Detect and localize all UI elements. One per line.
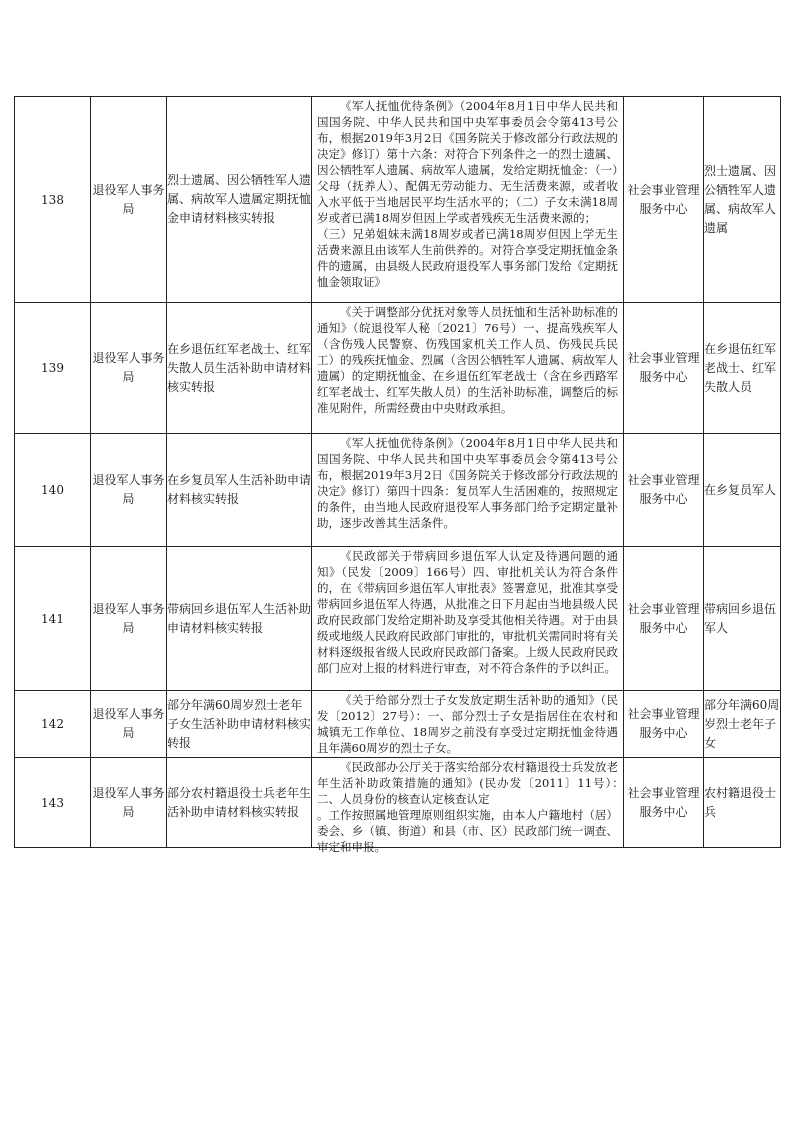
item-name-cell: 在乡退伍红军老战士、红军失散人员生活补助申请材料核实转报 <box>167 303 312 434</box>
policy-table <box>14 96 781 854</box>
department-cell: 退役军人事务局 <box>91 691 167 758</box>
row-number: 142 <box>15 691 91 758</box>
item-name-cell: 部分农村籍退役士兵老年生活补助申请材料核实转报 <box>167 758 312 848</box>
service-org-cell: 社会事业管理服务中心 <box>624 97 704 303</box>
basis-paragraph: （三）兄弟姐妹未满18周岁或者已满18周岁但因上学无生活费来源且由该军人生前供养的。对符合享受定期抚恤金条件的遗属，由县级人民政府退役军人事务部门发给《定期抚恤金领取证》 <box>317 227 618 289</box>
service-object-cell: 农村籍退役士兵 <box>704 758 781 848</box>
legal-basis-cell <box>312 547 624 691</box>
row-number: 141 <box>15 547 91 691</box>
row-number: 139 <box>15 303 91 434</box>
service-org-cell: 社会事业管理服务中心 <box>624 547 704 691</box>
service-object-cell: 在乡复员军人 <box>704 434 781 547</box>
legal-basis-cell <box>312 758 630 854</box>
department-cell: 退役军人事务局 <box>91 758 167 848</box>
department-cell: 退役军人事务局 <box>91 547 167 691</box>
service-org-cell: 社会事业管理服务中心 <box>624 434 704 547</box>
service-org-cell: 社会事业管理服务中心 <box>624 303 704 434</box>
table-row <box>15 547 781 691</box>
legal-basis-cell <box>312 434 624 547</box>
table-row <box>15 691 781 758</box>
basis-paragraph: 《民政部办公厅关于落实给部分农村籍退役士兵发放老年生活补助政策措施的通知》(民办发〔2011〕11号）： 二、人员身份的核查认定核查认定 <box>317 760 630 806</box>
basis-paragraph: 《关于给部分烈士子女发放定期生活补助的通知》（民发〔2012〕27号）：一、部分烈士子女是指居住在农村和城镇无工作单位、18周岁之前没有享受过定期抚恤金待遇且年满60周岁的烈士子女。 <box>317 693 618 755</box>
basis-paragraph: 《军人抚恤优待条例》（2004年8月1日中华人民共和国国务院、中华人民共和国中央军事委员会令第413号公布，根据2019年3月2日《国务院关于修改部分行政法规的决定》修订）第十六条：对符合下列条件之一的烈士遗属、因公牺牲军人遗属、病故军人遗属，发给定期抚恤金：（一）父母（抚养人）、配偶无劳动能力、无生活费来源，或者收入水平低于当地居民平均生活水平的；（二）子女未满18周岁或者已满18周岁但因上学或者残疾无生活费来源的； <box>317 99 618 225</box>
basis-paragraph: 《关于调整部分优抚对象等人员抚恤和生活补助标准的通知》（皖退役军人秘〔2021〕76号）一、提高残疾军人（含伤残人民警察、伤残国家机关工作人员、伤残民兵民工）的残疾抚恤金、烈属（含因公牺牲军人遗属、病故军人遗属）的定期抚恤金、在乡退伍红军老战士（含在乡西路军红军老战士、红军失散人员）的生活补助标准，调整后的标准见附件，所需经费由中央财政承担。 <box>317 305 618 415</box>
table-row <box>15 303 781 434</box>
department-cell: 退役军人事务局 <box>91 434 167 547</box>
legal-basis-cell <box>312 303 624 434</box>
basis-paragraph: 。工作按照属地管理原则组织实施，由本人户籍地村（居）委会、乡（镇、街道）和县（市、区）民政部门统一调查、审定和申报。 <box>317 808 618 854</box>
service-object-cell: 带病回乡退伍军人 <box>704 547 781 691</box>
service-object-cell: 烈士遗属、因公牺牲军人遗属、病故军人遗属 <box>704 97 781 303</box>
service-org-cell: 社会事业管理服务中心 <box>624 758 704 848</box>
item-name-cell: 烈士遗属、因公牺牲军人遗属、病故军人遗属定期抚恤金申请材料核实转报 <box>167 97 312 303</box>
item-name-cell: 在乡复员军人生活补助申请材料核实转报 <box>167 434 312 547</box>
legal-basis-cell <box>312 691 624 758</box>
department-cell: 退役军人事务局 <box>91 97 167 303</box>
row-number: 138 <box>15 97 91 303</box>
basis-paragraph: 《军人抚恤优待条例》（2004年8月1日中华人民共和国国务院、中华人民共和国中央军事委员会令第413号公布，根据2019年3月2日《国务院关于修改部分行政法规的决定》修订）第四十四条：复员军人生活困难的，按照规定的条件，由当地人民政府退役军人事务部门给予定期定量补助，逐步改善其生活条件。 <box>317 436 618 530</box>
legal-basis-cell <box>312 97 624 303</box>
service-org-cell: 社会事业管理服务中心 <box>624 691 704 758</box>
item-name-cell: 部分年满60周岁烈士老年子女生活补助申请材料核实转报 <box>167 691 312 758</box>
service-object-cell: 部分年满60周岁烈士老年子女 <box>704 691 781 758</box>
department-cell: 退役军人事务局 <box>91 303 167 434</box>
item-name-cell: 带病回乡退伍军人生活补助申请材料核实转报 <box>167 547 312 691</box>
row-number: 143 <box>15 758 91 848</box>
basis-paragraph: 《民政部关于带病回乡退伍军人认定及待遇问题的通知》（民发〔2009〕166号）四、审批机关认为符合条件的，在《带病回乡退伍军人审批表》签署意见，批准其享受带病回乡退伍军人待遇，从批准之日下月起由当地县级人民政府民政部门发给定期补助及享受其他相关待遇。对于由县级或地级人民政府民政部门审批的，审批机关需同时将有关材料逐级报省级人民政府民政部门备案。上级人民政府民政部门应对上报的材料进行审查，对不符合条件的予以纠正。 <box>317 549 618 675</box>
table-row <box>15 434 781 547</box>
table-row <box>15 758 781 848</box>
service-object-cell: 在乡退伍红军老战士、红军失散人员 <box>704 303 781 434</box>
row-number: 140 <box>15 434 91 547</box>
table-row <box>15 97 781 303</box>
